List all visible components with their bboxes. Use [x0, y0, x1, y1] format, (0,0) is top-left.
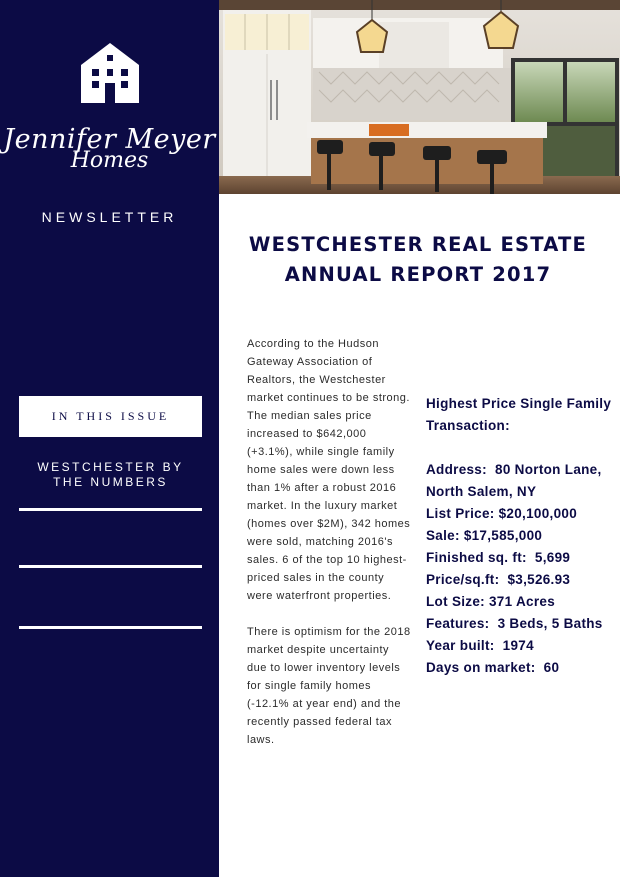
divider	[19, 626, 202, 629]
detail-finished-sqft: Finished sq. ft: 5,699	[426, 550, 571, 565]
in-this-issue-label: IN THIS ISSUE	[51, 409, 170, 423]
transaction-details	[426, 393, 614, 679]
page-title: WESTCHESTER REAL ESTATE ANNUAL REPORT 2017	[248, 233, 588, 286]
detail-features: Features: 3 Beds, 5 Baths	[426, 616, 603, 631]
intro-paragraph: There is optimism for the 2018 market despite uncertainty due to lower inventory levels for single family homes (-12.1% at year end) and the recently passed federal tax laws.	[247, 626, 411, 746]
detail-year-built: Year built: 1974	[426, 638, 534, 653]
intro-text	[247, 335, 412, 767]
in-this-issue-box	[19, 396, 202, 437]
divider	[19, 508, 202, 511]
intro-paragraph: According to the Hudson Gateway Association of Realtors, the Westchester market continues to be strong. The median sales price increased to $642,000 (+3.1%), while single family home sales were down less than 1% after a robust 2016 market. In the luxury market (homes over $2M), 342 homes were sold, matching 2016's sales. 6 of the top 10 highest-priced sales in the county were waterfront properties.	[247, 338, 411, 602]
newsletter-label: NEWSLETTER	[41, 209, 178, 225]
issue-item-westchester-by-the-numbers[interactable]: WESTCHESTER BY THE NUMBERS	[37, 460, 184, 489]
brand-logotype	[0, 126, 219, 174]
detail-sale-price: Sale: $17,585,000	[426, 528, 543, 543]
sidebar	[0, 0, 219, 877]
kitchen-photo	[219, 0, 620, 194]
house-icon	[81, 43, 139, 103]
brand-name: Jennifer Meyer	[3, 124, 216, 155]
detail-list-price: List Price: $20,100,000	[426, 506, 577, 521]
transaction-heading: Highest Price Single Family Transaction:	[426, 396, 612, 433]
detail-lot-size: Lot Size: 371 Acres	[426, 594, 555, 609]
divider	[19, 565, 202, 568]
detail-price-per-sqft: Price/sq.ft: $3,526.93	[426, 572, 571, 587]
detail-days-on-market: Days on market: 60	[426, 660, 560, 675]
brand-subname: Homes	[70, 148, 149, 173]
detail-address: Address: 80 Norton Lane, North Salem, NY	[426, 462, 606, 499]
